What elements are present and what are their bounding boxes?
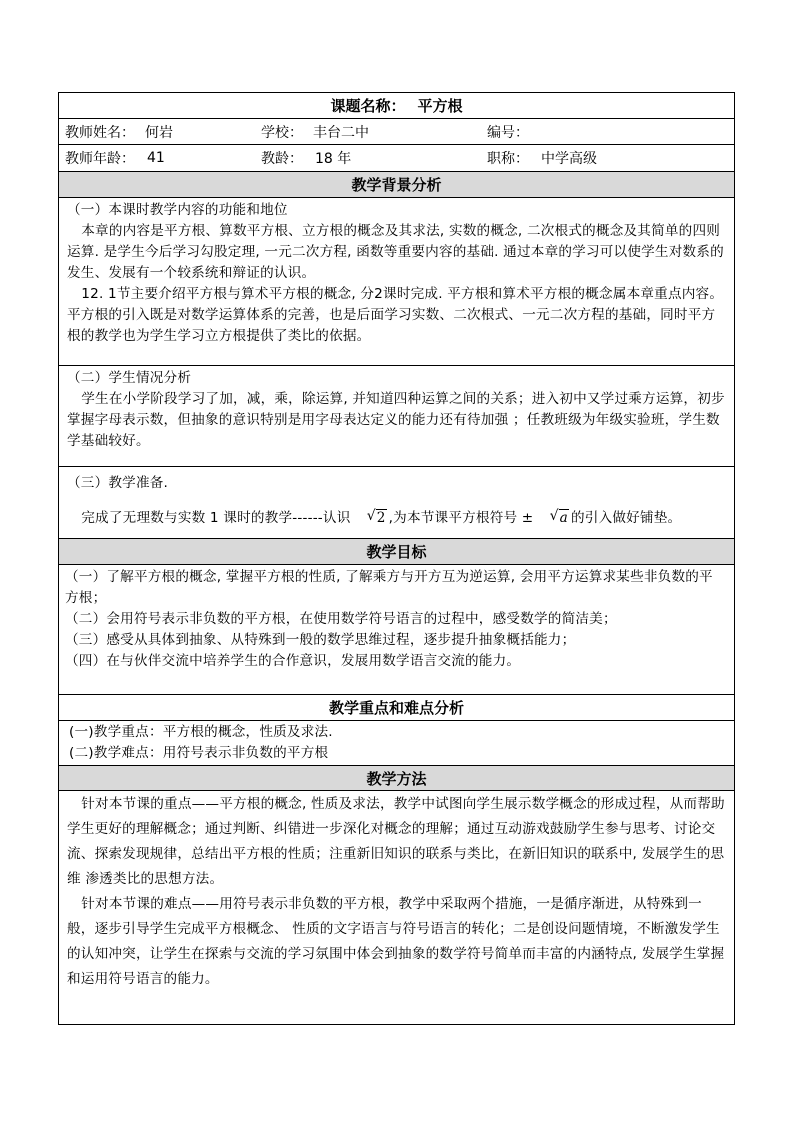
keypoints-heading <box>59 695 734 721</box>
goal-item: （一）了解平方根的概念, 掌握平方根的性质, 了解乘方与开方互为逆运算, 会用平方运算求某些非负数的平方根； <box>65 569 713 606</box>
methods-paragraph-2: 针对本节课的难点——用符号表示非负数的平方根，教学中采取两个措施，一是循序渐进，从特殊到一般，逐步引导学生完成平方根概念、 性质的文字语言与符号语言的转化；二是创设问题情境，不断激发学生的认知冲突，让学生在探索与交流的学习氛围中体会到抽象的数学符号简单而丰富的内涵特点, 发展学生掌握和运用符号语言的能力。 <box>67 896 725 987</box>
title-label: 课题名称： <box>330 97 406 115</box>
info-row-2 <box>59 145 734 172</box>
rank-label: 职称： <box>487 151 529 167</box>
part1-title: （一）本课时教学内容的功能和地位 <box>67 202 288 218</box>
goal-item: （二）会用符号表示非负数的平方根，在使用数学符号语言的过程中，感受数学的简洁美； <box>65 611 617 627</box>
goals-heading-text: 教学目标 <box>366 543 427 561</box>
school-label: 学校： <box>261 124 303 141</box>
sqrt-a-radicand: a <box>559 510 568 526</box>
part1-paragraph-2: 12. 1节主要介绍平方根与算术平方根的概念, 分2课时完成. 平方根和算术平方根的概念属本章重点内容。平方根的引入既是对数学运算体系的完善，也是后面学习实数、二次根式、一元二次方程的基础，同时平方根的教学也为学生学习立方根提供了类比的依据。 <box>67 286 724 344</box>
methods-paragraph-1: 针对本节课的重点——平方根的概念, 性质及求法，教学中试图向学生展示数学概念的形成过程，从而帮助学生更好的理解概念；通过判断、纠错进一步深化对概念的理解；通过互动游戏鼓励学生参与思考、讨论交流、探索发现规律，总结出平方根的性质；注重新旧知识的联系与类比，在新旧知识的联系中, 发展学生的思维 渗透类比的思想方法。 <box>67 796 725 887</box>
goal-item: （三）感受从具体到抽象、从特殊到一般的数学思维过程，逐步提升抽象概括能力； <box>65 632 576 648</box>
background-part3 <box>59 467 734 539</box>
background-heading-text: 教学背景分析 <box>351 176 442 194</box>
rank-value: 中学高级 <box>541 151 597 167</box>
keypoint-item: (一)教学重点：平方根的概念，性质及求法. <box>69 724 333 740</box>
school-value: 丰台二中 <box>313 124 369 141</box>
teacher-name-label: 教师姓名： <box>65 124 135 141</box>
teacher-age-value: 41 <box>147 150 165 166</box>
sqrt-2-radicand: 2 <box>376 510 386 526</box>
goal-item: （四）在与伙伴交流中培养学生的合作意识，发展用数学语言交流的能力。 <box>65 653 521 669</box>
part3-paragraph <box>67 508 726 529</box>
methods-body <box>59 791 734 1024</box>
info-row-1 <box>59 119 734 145</box>
part2-title: （二）学生情况分析 <box>67 370 192 386</box>
part3-text-post: 的引入做好铺垫。 <box>570 510 682 526</box>
goals-body <box>59 565 734 695</box>
background-heading <box>59 172 734 198</box>
teaching-years-label: 教龄： <box>261 151 303 167</box>
keypoints-body <box>59 721 734 766</box>
part3-text-pre: 完成了无理数与实数 1 课时的教学------认识 <box>81 510 351 526</box>
methods-heading-text: 教学方法 <box>366 769 427 788</box>
part3-title: （三）教学准备. <box>67 475 169 491</box>
sqrt-a-symbol: √ a <box>549 508 568 526</box>
title-value: 平方根 <box>417 97 463 115</box>
background-part1 <box>59 198 734 366</box>
teaching-years-value: 18 年 <box>315 151 352 167</box>
goals-heading <box>59 539 734 565</box>
part3-text-mid: ,为本节课平方根符号 ± <box>388 510 534 526</box>
methods-heading <box>59 766 734 791</box>
teacher-age-label: 教师年龄： <box>65 151 135 167</box>
keypoint-item: (二)教学难点：用符号表示非负数的平方根 <box>69 745 329 761</box>
number-label: 编号： <box>487 124 529 141</box>
teacher-name-value: 何岩 <box>145 124 173 141</box>
sqrt-2-symbol: √ 2 <box>366 508 386 526</box>
part2-paragraph: 学生在小学阶段学习了加，减，乘，除运算, 并知道四种运算之间的关系；进入初中又学过乘方运算，初步掌握字母表示数，但抽象的意识特别是用字母表达定义的能力还有待加强 ；任教班级为年级实验班，学生数学基础较好。 <box>67 391 725 449</box>
part1-paragraph-1: 本章的内容是平方根、算数平方根、立方根的概念及其求法, 实数的概念, 二次根式的概念及其简单的四则运算. 是学生今后学习勾股定理, 一元二次方程, 函数等重要内容的基础. 通过本章的学习可以使学生对数系的发生、发展有一个较系统和辩证的认识。 <box>67 223 724 281</box>
title-row <box>59 93 734 119</box>
keypoints-heading-text: 教学重点和难点分析 <box>328 699 464 717</box>
lesson-plan-table <box>58 92 735 1025</box>
background-part2 <box>59 366 734 467</box>
